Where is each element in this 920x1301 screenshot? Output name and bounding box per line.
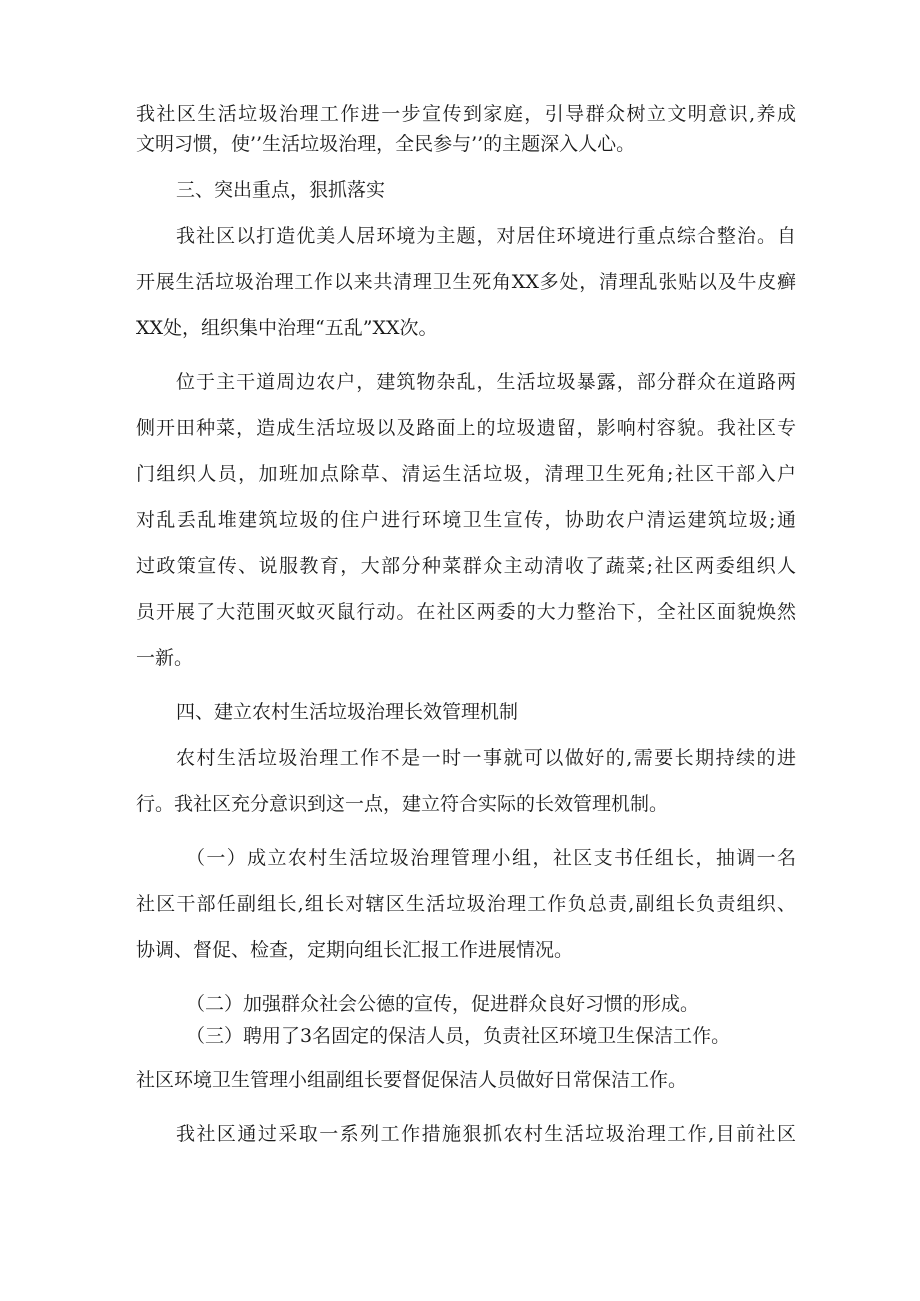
list-item-line: 协调、督促、检查，定期向组长汇报工作进展情况。 [136, 939, 574, 961]
paragraph-line: 对乱丢乱堆建筑垃圾的住户进行环境卫生宣传，协助农户清运建筑垃圾;通 [136, 509, 796, 531]
list-item-line: （一）成立农村生活垃圾治理管理小组，社区支书任组长，抽调一名 [186, 847, 796, 869]
paragraph-line: 我社区通过采取一系列工作措施狠抓农村生活垃圾治理工作,目前社区 [176, 1123, 796, 1145]
list-item-line: （二）加强群众社会公德的宣传，促进群众良好习惯的形成。 [186, 993, 700, 1015]
paragraph-line: 文明习惯，使’’生活垃圾治理，全民参与’’的主题深入人心。 [136, 133, 636, 155]
list-item-line: 社区干部任副组长,组长对辖区生活垃圾治理工作负总责,副组长负责组织、 [136, 893, 796, 915]
paragraph-line: 员开展了大范围灭蚊灭鼠行动。在社区两委的大力整治下，全社区面貌焕然 [136, 601, 796, 623]
section-heading: 三、突出重点，狠抓落实 [176, 179, 386, 201]
paragraph-line: 我社区生活垃圾治理工作进一步宣传到家庭，引导群众树立文明意识,养成 [136, 103, 796, 125]
paragraph-line: 侧开田种菜，造成生活垃圾以及路面上的垃圾遗留，影响村容貌。我社区专 [136, 417, 796, 439]
section-heading: 四、建立农村生活垃圾治理长效管理机制 [176, 701, 519, 723]
paragraph-line: 位于主干道周边农户，建筑物杂乱，生活垃圾暴露，部分群众在道路两 [176, 371, 796, 393]
paragraph-line: 行。我社区充分意识到这一点，建立符合实际的长效管理机制。 [136, 793, 669, 815]
paragraph-line: 我社区以打造优美人居环境为主题，对居住环境进行重点综合整治。自 [176, 225, 796, 247]
list-item-line: （三）聘用了3名固定的保洁人员，负责社区环境卫生保洁工作。 [186, 1025, 731, 1047]
paragraph-line: 一新。 [136, 647, 194, 669]
paragraph-line: 过政策宣传、说服教育，大部分种菜群众主动清收了蔬菜;社区两委组织人 [136, 555, 796, 577]
paragraph-line: 门组织人员，加班加点除草、清运生活垃圾，清理卫生死角;社区干部入户 [136, 463, 796, 485]
paragraph-line: 农村生活垃圾治理工作不是一时一事就可以做好的,需要长期持续的进 [176, 747, 796, 769]
paragraph-line: XX处，组织集中治理“五乱”XX次。 [136, 317, 438, 339]
paragraph-line: 开展生活垃圾治理工作以来共清理卫生死角XX多处，清理乱张贴以及牛皮癣 [136, 271, 796, 293]
paragraph-line: 社区环境卫生管理小组副组长要督促保洁人员做好日常保洁工作。 [136, 1069, 688, 1091]
